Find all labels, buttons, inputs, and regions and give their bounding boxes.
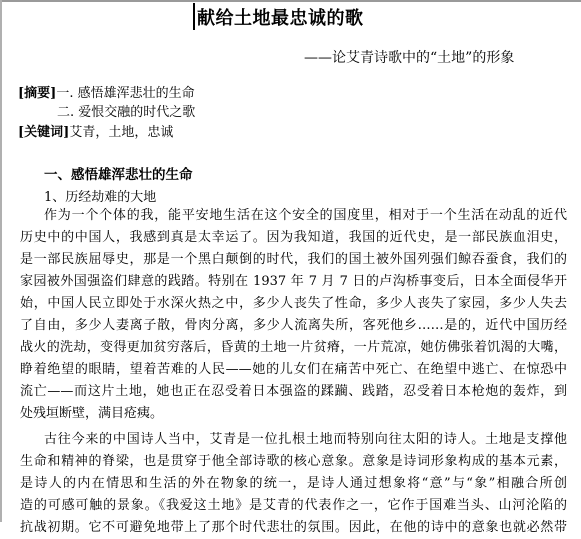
text-cursor bbox=[193, 3, 195, 30]
paragraph-2-line: 是诗人的内在情思和生活的外在物象的统一，是诗人通过想象将“意”与“象”相融合所创 bbox=[20, 476, 567, 491]
page-top-edge bbox=[0, 0, 581, 2]
paragraph-2-line: 古往今来的中国诗人当中，艾青是一位扎根土地而特别向往太阳的诗人。土地是支撑他 bbox=[44, 432, 567, 447]
paragraph-1-line: 家园被外国强盗们肆意的践踏。特别在 1937 年 7 月 7 日的卢沟桥事变后，日本全面侵华开 bbox=[20, 274, 567, 289]
keywords-row bbox=[18, 121, 173, 140]
keywords-label: [关键词] bbox=[18, 125, 70, 140]
paragraph-2-line: 抗战初期。它不可避免地带上了那个时代悲壮的氛围。因此，在他的诗中的意象也就必然带 bbox=[20, 520, 567, 535]
abstract-item-2: 二. 爱恨交融的时代之歌 bbox=[57, 105, 196, 120]
paragraph-1-line: 处残垣断壁，满目疮痍。 bbox=[20, 406, 164, 421]
abstract-label: [摘要] bbox=[18, 86, 57, 101]
paragraph-1-line: 战火的洗劫，变得更加贫穷落后，昏黄的土地一片贫瘠，一片荒凉，她仿佛张着饥渴的大嘴， bbox=[20, 340, 567, 355]
paragraph-1-line: 是一部民族屈辱史，那是一个黑白颠倒的时代，我们的国土被外国列强们鲸吞蚕食，我们的 bbox=[20, 252, 567, 267]
paragraph-1-line: 睁着绝望的眼睛，望着苦难的人民——她的儿女们在痛苦中死亡、在绝望中逃亡、在惊恐中 bbox=[20, 362, 567, 377]
paragraph-1-line: 流亡——而这片土地，她也正在忍受着日本强盗的蹂躏、践踏，忍受着日本枪炮的轰炸，到 bbox=[20, 384, 567, 399]
paragraph-2-line: 生命和精神的脊梁，也是贯穿于他全部诗歌的核心意象。意象是诗词形象构成的基本元素， bbox=[20, 454, 567, 469]
document-subtitle: ——论艾青诗歌中的“土地”的形象 bbox=[304, 50, 515, 66]
abstract-row-2 bbox=[57, 101, 195, 120]
paragraph-1-line: 历史中的中国人，我感到真是太幸运了。因为我知道，我国的近代史，是一部民族血泪史， bbox=[20, 230, 567, 245]
page-left-edge bbox=[0, 0, 2, 522]
paragraph-1-line: 始，中国人民立即处于水深火热之中，多少人丧失了性命，多少人丧失了家园，多少人失去 bbox=[20, 296, 567, 311]
paragraph-2-line: 造的可感可触的景象。《我爱这土地》是艾青的代表作之一，它作于国难当头、山河沦陷的 bbox=[20, 498, 567, 513]
keywords-text: 艾青，土地，忠诚 bbox=[69, 125, 174, 140]
section-heading: 一、感悟雄浑悲壮的生命 bbox=[44, 167, 193, 183]
abstract-item-1: 一. 感悟雄浑悲壮的生命 bbox=[56, 86, 195, 101]
paragraph-1-line: 了自由，多少人妻离子散，骨肉分离，多少人流离失所，客死他乡……是的，近代中国历经 bbox=[20, 318, 567, 333]
paragraph-1-line: 作为一个个体的我，能平安地生活在这个安全的国度里，相对于一个生活在动乱的近代 bbox=[44, 208, 567, 223]
document-title: 献给土地最忠诚的歌 bbox=[197, 8, 364, 29]
abstract-row-1 bbox=[18, 82, 195, 101]
section-subheading: 1、历经劫难的大地 bbox=[44, 190, 157, 205]
